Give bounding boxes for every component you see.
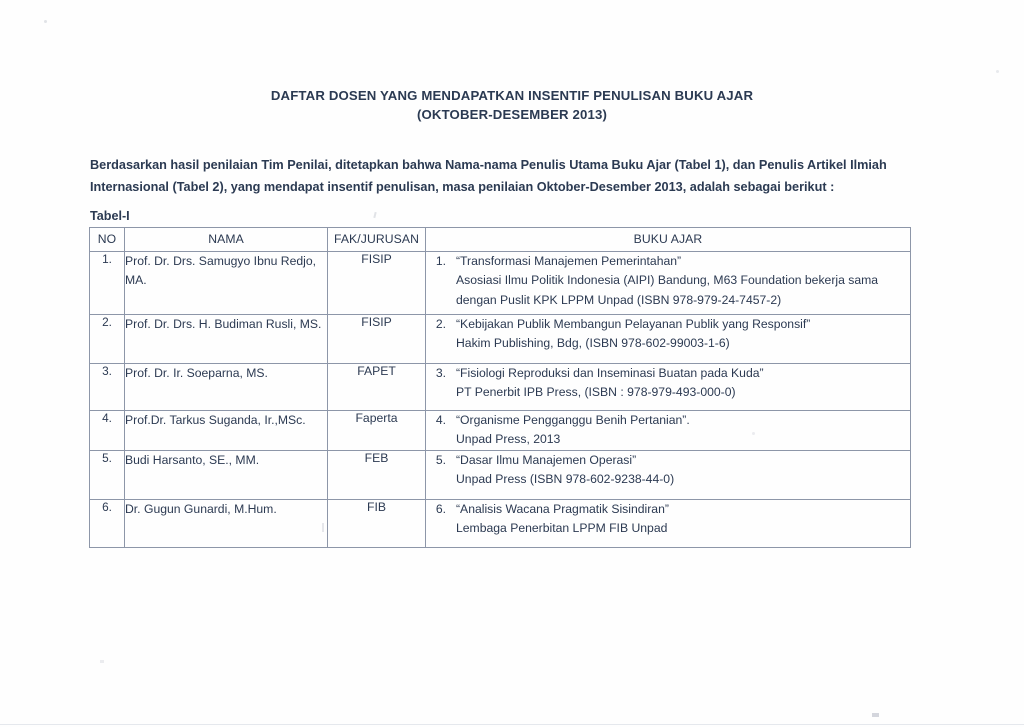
intro-line-1: Berdasarkan hasil penilaian Tim Penilai, ditetapkan bahwa Nama-nama Penulis Utama Buku Ajar (Tabel 1), dan Penulis Artikel Ilmiah [90,158,887,172]
cell-buku [426,450,911,499]
cell-nama: Budi Harsanto, SE., MM. [125,450,328,499]
buku-line-2: Unpad Press, 2013 [456,432,561,447]
cell-no: 6. [90,499,125,547]
buku-text [456,315,910,354]
table-row [90,411,911,451]
cell-buku [426,315,911,364]
cell-no: 4. [90,411,125,451]
buku-line-1: “Organisme Pengganggu Benih Pertanian”. [456,413,690,427]
cell-no: 3. [90,364,125,411]
scan-artifact [872,713,879,717]
buku-line-1: “Analisis Wacana Pragmatik Sisindiran” [456,501,669,516]
buku-line-2: PT Penerbit IPB Press, (ISBN : 978-979-493-000-0) [456,385,736,400]
cell-buku [426,364,911,411]
column-header-buku: BUKU AJAR [426,228,911,252]
buku-text [456,500,910,539]
buku-line-2: Lembaga Penerbitan LPPM FIB Unpad [456,520,668,535]
cell-fak: Faperta [328,411,426,451]
buku-index: 2. [435,317,446,331]
cell-buku [426,499,911,547]
scan-artifact [373,212,376,218]
intro-line-2: Internasional (Tabel 2), yang mendapat insentif penulisan, masa penilaian Oktober-Desember 2013, adalah sebagai berikut : [90,179,835,194]
cell-no: 5. [90,450,125,499]
table-header [90,228,911,252]
cell-fak: FISIP [328,252,426,315]
column-header-no: NO [90,228,125,252]
cell-fak: FAPET [328,364,426,411]
buku-index: 6. [435,501,446,516]
column-header-fak: FAK/JURUSAN [328,228,426,252]
buku-line-2: Asosiasi Ilmu Politik Indonesia (AIPI) Bandung, M63 Foundation bekerja sama [456,273,879,288]
buku-index: 1. [435,254,446,268]
buku-text [456,411,910,450]
cell-fak: FISIP [328,315,426,364]
scan-bottom-edge [0,724,1024,725]
table-label: Tabel-I [90,209,130,223]
buku-index: 4. [435,413,446,427]
cell-no: 1. [90,252,125,315]
table-row [90,364,911,411]
buku-index: 5. [435,452,446,467]
buku-line-2: Hakim Publishing, Bdg, (ISBN 978-602-99003-1-6) [456,336,730,351]
page-title: DAFTAR DOSEN YANG MENDAPATKAN INSENTIF PENULISAN BUKU AJAR [270,88,754,103]
scan-artifact [996,70,999,73]
buku-index: 3. [435,366,446,380]
buku-text [456,451,910,490]
cell-nama: Prof. Dr. Drs. H. Budiman Rusli, MS. [125,315,328,364]
table-row [90,315,911,364]
buku-text [456,252,910,310]
buku-line-2: Unpad Press (ISBN 978-602-9238-44-0) [456,471,675,486]
cell-no: 2. [90,315,125,364]
table-body [90,252,911,548]
intro-paragraph [90,155,922,199]
table-row [90,252,911,315]
buku-text [456,364,910,403]
cell-nama: Prof. Dr. Drs. Samugyo Ibnu Redjo, MA. [125,252,328,315]
cell-nama: Prof. Dr. Ir. Soeparna, MS. [125,364,328,411]
table-container [89,227,911,548]
cell-nama: Dr. Gugun Gunardi, M.Hum. [125,499,328,547]
table-row [90,450,911,499]
buku-line-3: dengan Puslit KPK LPPM Unpad (ISBN 978-979-24-7457-2) [456,292,782,307]
cell-buku [426,252,911,315]
cell-fak: FIB [328,499,426,547]
buku-line-1: “Dasar Ilmu Manajemen Operasi” [456,452,637,467]
table-row [90,499,911,547]
cell-fak: FEB [328,450,426,499]
buku-line-1: “Transformasi Manajemen Pemerintahan” [456,254,682,268]
scan-artifact [44,20,47,23]
column-header-nama: NAMA [125,228,328,252]
buku-line-1: “Kebijakan Publik Membangun Pelayanan Publik yang Responsif” [456,317,811,331]
daftar-dosen-table [89,227,911,548]
scan-artifact [100,660,104,663]
buku-line-1: “Fisiologi Reproduksi dan Inseminasi Buatan pada Kuda” [456,366,764,380]
cell-nama: Prof.Dr. Tarkus Suganda, Ir.,MSc. [125,411,328,451]
cell-buku [426,411,911,451]
page-subtitle: (OKTOBER-DESEMBER 2013) [416,107,608,122]
table-header-row [90,228,911,252]
